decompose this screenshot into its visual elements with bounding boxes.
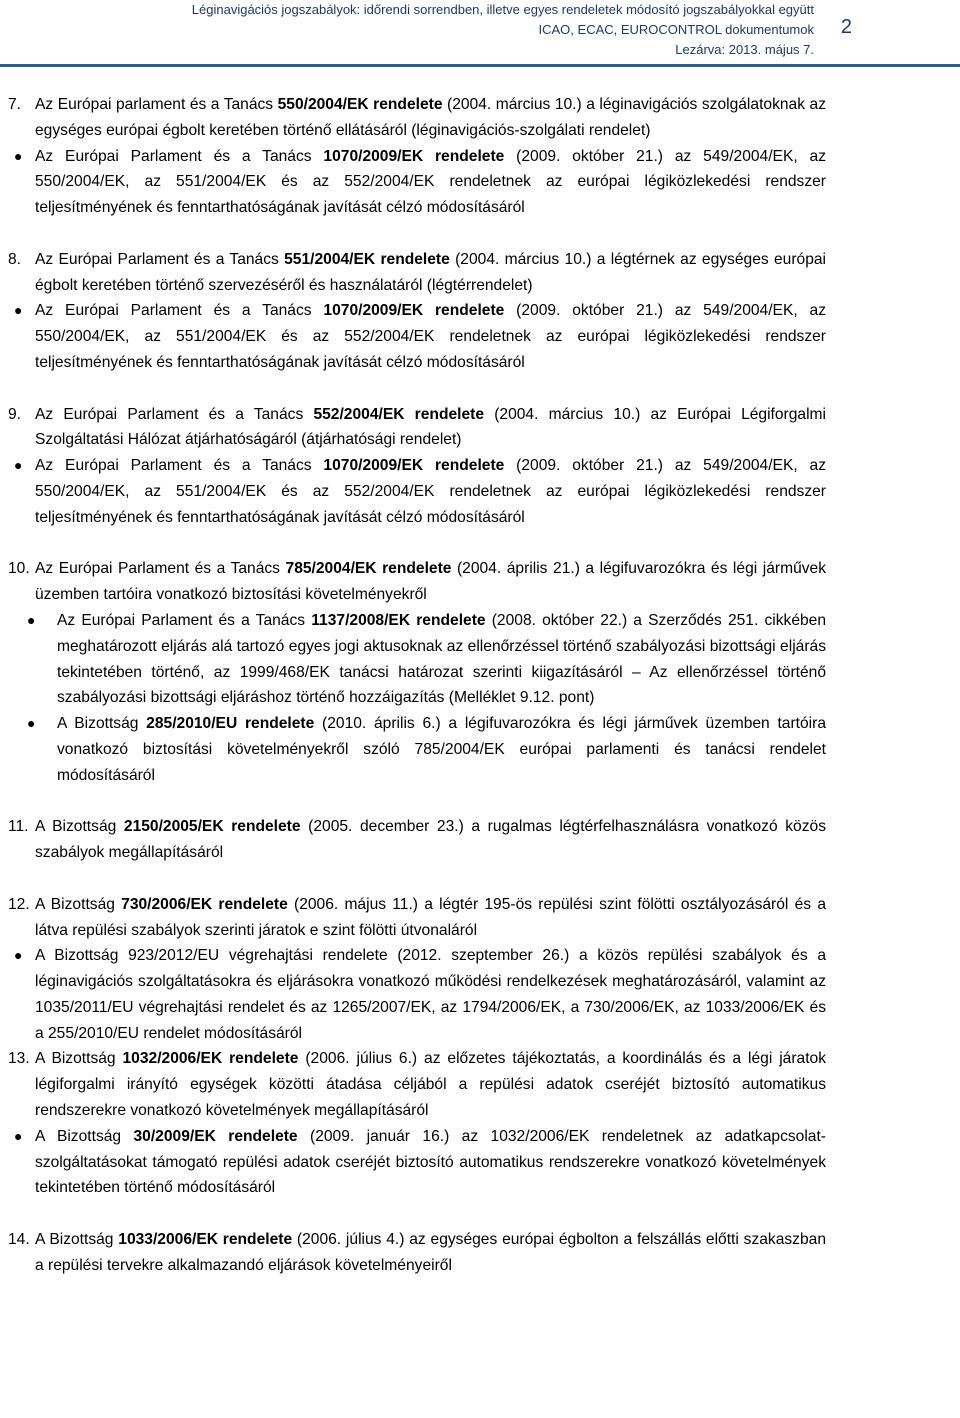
header-date: Lezárva: 2013. május 7.	[675, 42, 814, 57]
sub-item	[14, 144, 826, 221]
sub-item-text: Az Európai Parlament és a Tanács 1070/2009/EK rendelete (2009. október 21.) az 549/2004/EK, az 550/2004/EK, az 551/2004/EK és az 552/2004/EK rendeletnek az európai légiközlekedési rendszer teljesítményének és fenntarthatóságának javítását célzó módosításáról	[35, 147, 827, 217]
bullet-icon: ●	[14, 457, 23, 474]
item-number: 11.	[8, 818, 29, 836]
item-number: 13.	[8, 1050, 30, 1068]
item-number: 9.	[8, 405, 22, 423]
bullet-icon: ●	[14, 1127, 23, 1144]
list-item	[8, 892, 826, 1047]
sub-item-text: A Bizottság 923/2012/EU végrehajtási rendelete (2012. szeptember 26.) a közös repülési szabályok és a léginavigációs szolgáltatásokra és eljárásokra vonatkozó működési rendelkezések meghatározásáról, valamint az 1035/2011/EU végrehajtási rendelet és az 1265/2007/EK, az 1794/2006/EK, a 730/2006/EK, az 1033/2006/EK és a 255/2010/EU rendelet módosításáról	[35, 947, 826, 1042]
item-text: Az Európai parlament és a Tanács 550/2004/EK rendelete (2004. március 10.) a léginavigációs szolgálatoknak az egységes európai égbolt keretében történő ellátásáról (léginavigációs-szolgálati rendelet)	[35, 96, 826, 139]
page-number: 2	[840, 16, 852, 38]
list-item	[8, 402, 826, 531]
sub-item	[14, 298, 826, 375]
sub-item-text: A Bizottság 285/2010/EU rendelete (2010. április 6.) a légifuvarozókra és légi járművek üzemben tartóira vonatkozó biztosítási követelményekről szóló 785/2004/EK európai parlamenti és tanácsi rendelet módosításáról	[57, 715, 826, 784]
bullet-icon: ●	[14, 302, 23, 319]
bullet-icon: ●	[14, 147, 23, 164]
sub-item-text: A Bizottság 30/2009/EK rendelete (2009. január 16.) az 1032/2006/EK rendeletnek az adatkapcsolat-szolgáltatásokat támogató repülési adatok cseréjét biztosító automatikus rendszerekre vonatkozó követelmények tekintetében történő módosításáról	[35, 1127, 826, 1197]
list-item	[8, 1046, 826, 1201]
item-number: 8.	[8, 250, 22, 268]
item-text: A Bizottság 1032/2006/EK rendelete (2006. július 6.) az előzetes tájékoztatás, a koordinálás és a légi járatok légiforgalmi irányító egységek közötti átadása céljából a repülési adatok cseréjét biztosító automatikus rendszerekre vonatkozó követelmények megállapításáról	[35, 1050, 826, 1120]
list-item	[8, 247, 826, 376]
header-subtitle: ICAO, ECAC, EUROCONTROL dokumentumok	[538, 22, 814, 37]
sub-item	[14, 1124, 826, 1201]
item-text: A Bizottság 2150/2005/EK rendelete (2005. december 23.) a rugalmas légtérfelhasználásra vonatkozó közös szabályok megállapításáról	[35, 818, 826, 862]
bullet-icon: ●	[14, 947, 23, 964]
sub-item-text: Az Európai Parlament és a Tanács 1070/2009/EK rendelete (2009. október 21.) az 549/2004/EK, az 550/2004/EK, az 551/2004/EK és az 552/2004/EK rendeletnek az európai légiközlekedési rendszer teljesítményének és fenntarthatóságának javítását célzó módosításáról	[35, 302, 827, 371]
item-number: 12.	[8, 895, 30, 913]
list-item	[8, 92, 826, 221]
sub-item	[14, 943, 826, 1046]
item-number: 10.	[8, 560, 30, 578]
sub-item	[14, 453, 826, 530]
item-number: 7.	[8, 96, 22, 113]
item-number: 14.	[8, 1231, 30, 1249]
header-divider	[0, 64, 960, 67]
item-text: A Bizottság 1033/2006/EK rendelete (2006. július 4.) az egységes európai égbolton a felszállás előtti szakaszban a repülési tervekre alkalmazandó eljárások követelményeiről	[35, 1231, 826, 1274]
list-item	[8, 1227, 826, 1279]
list-item	[8, 814, 826, 866]
list-item	[8, 556, 826, 788]
sub-item	[27, 608, 826, 711]
sub-item	[27, 711, 826, 788]
item-text: Az Európai Parlament és a Tanács 785/2004/EK rendelete (2004. április 21.) a légifuvarozókra és légi járművek üzemben tartóira vonatkozó biztosítási követelményekről	[35, 560, 827, 604]
bullet-icon: ●	[27, 715, 36, 732]
item-text: A Bizottság 730/2006/EK rendelete (2006. május 11.) a légtér 195-ös repülési szint fölötti osztályozásáról és a látva repülési szabályok szerinti járatok e szint fölötti útvonaláról	[35, 895, 826, 939]
item-text: Az Európai Parlament és a Tanács 551/2004/EK rendelete (2004. március 10.) a légtérnek az egységes európai égbolt keretében történő szervezéséről és használatáról (légtérrendelet)	[35, 250, 826, 294]
sub-item-text: Az Európai Parlament és a Tanács 1137/2008/EK rendelete (2008. október 22.) a Szerződés 251. cikkében meghatározott eljárás alá tartozó egyes jogi aktusoknak az ellenőrzéssel történő szabályozási bizottsági eljárás tekintetében történő, az 1999/468/EK tanácsi határozat szerinti kiigazításáról – Az ellenőrzéssel történő szabályozási bizottsági eljáráshoz történő hozzáigazítás (Melléklet 9.12. pont)	[57, 611, 827, 707]
bullet-icon: ●	[27, 611, 36, 628]
page-header	[0, 0, 960, 62]
sub-item-text: Az Európai Parlament és a Tanács 1070/2009/EK rendelete (2009. október 21.) az 549/2004/EK, az 550/2004/EK, az 551/2004/EK és az 552/2004/EK rendeletnek az európai légiközlekedési rendszer teljesítményének és fenntarthatóságának javítását célzó módosításáról	[35, 457, 827, 526]
item-text: Az Európai Parlament és a Tanács 552/2004/EK rendelete (2004. március 10.) az Európai Légiforgalmi Szolgáltatási Hálózat átjárhatóságáról (átjárhatósági rendelet)	[35, 405, 827, 449]
header-title: Léginavigációs jogszabályok: időrendi sorrendben, illetve egyes rendeletek módosító jogszabályokkal együtt	[191, 2, 814, 17]
document-body	[8, 92, 826, 1279]
header-text-block	[192, 0, 814, 60]
